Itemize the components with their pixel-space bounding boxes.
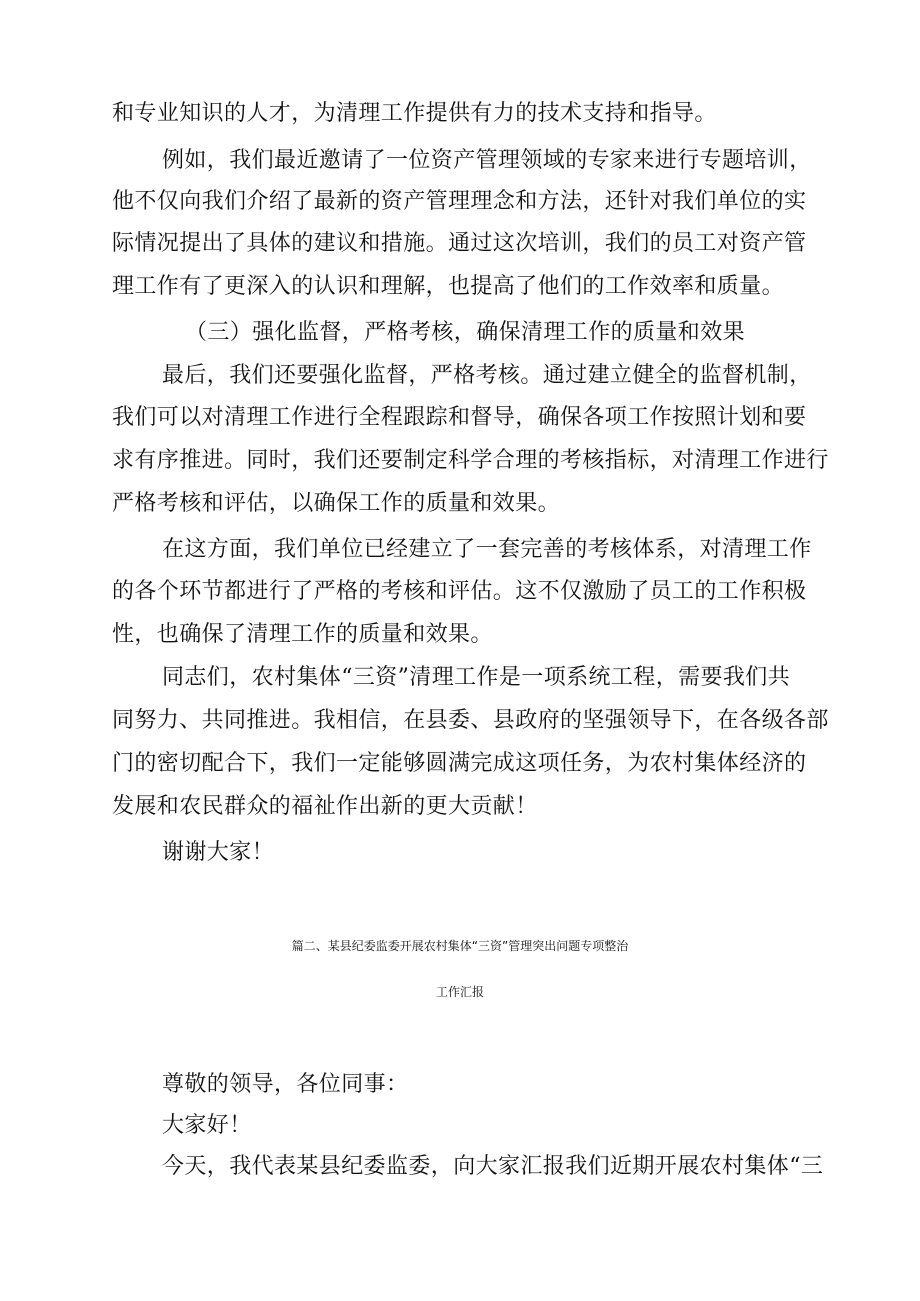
body-line: 严格考核和评估，以确保工作的质量和效果。: [112, 491, 561, 516]
body-line: 际情况提出了具体的建议和措施。通过这次培训，我们的员工对资产管: [112, 231, 807, 256]
body-line: 今天，我代表某县纪委监委，向大家汇报我们近期开展农村集体“三: [162, 1154, 824, 1179]
body-line: 例如，我们最近邀请了一位资产管理领域的专家来进行专题培训，: [162, 148, 812, 173]
body-line: 理工作有了更深入的认识和理解，也提高了他们的工作效率和质量。: [112, 274, 785, 299]
body-line: 同努力、共同推进。我相信，在县委、县政府的坚强领导下，在各级各部: [112, 708, 829, 733]
body-line: 他不仅向我们介绍了最新的资产管理理念和方法，还针对我们单位的实: [112, 189, 807, 214]
body-line: 发展和农民群众的福祉作出新的更大贡献！: [112, 794, 538, 819]
section-heading: （三）强化监督，严格考核，确保清理工作的质量和效果: [185, 320, 746, 345]
body-line: 我们可以对清理工作进行全程跟踪和督导，确保各项工作按照计划和要: [112, 405, 807, 430]
body-line: 在这方面，我们单位已经建立了一套完善的考核体系，对清理工作: [162, 537, 812, 562]
document-title-line-2: 工作汇报: [435, 985, 484, 999]
body-line: 门的密切配合下，我们一定能够圆满完成这项任务，为农村集体经济的: [112, 751, 807, 776]
body-line: 最后，我们还要强化监督，严格考核。通过建立健全的监督机制，: [162, 363, 812, 388]
body-line: 同志们，农村集体“三资”清理工作是一项系统工程，需要我们共: [162, 665, 791, 690]
greeting: 大家好！: [162, 1113, 252, 1138]
body-line: 的各个环节都进行了严格的考核和评估。这不仅激励了员工的工作积极: [112, 579, 807, 604]
body-line: 谢谢大家！: [162, 840, 275, 865]
document-title-line-1: 篇二、某县纪委监委开展农村集体“三资”管理突出问题专项整治: [291, 939, 629, 953]
body-line: 和专业知识的人才，为清理工作提供有力的技术支持和指导。: [112, 101, 717, 126]
salutation: 尊敬的领导，各位同事：: [162, 1072, 409, 1097]
body-line: 求有序推进。同时，我们还要制定科学合理的考核指标，对清理工作进行: [112, 448, 829, 473]
body-line: 性，也确保了清理工作的质量和效果。: [112, 622, 493, 647]
